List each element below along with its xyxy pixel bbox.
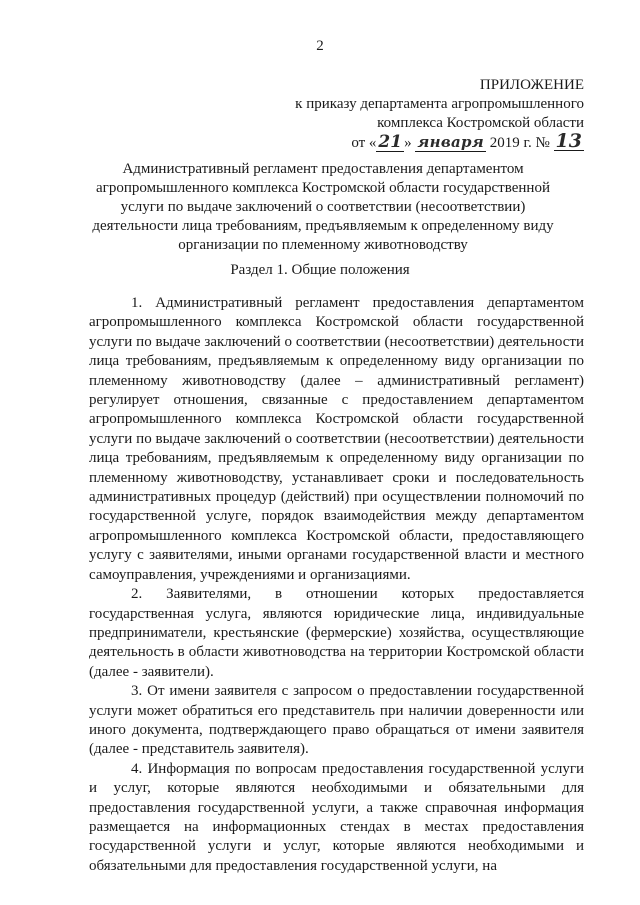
paragraph-2: 2. Заявителями, в отношении которых предоставляется государственная услуга, являются юридические лица, индивидуальные предприниматели, крестьянские (фермерские) хозяйства, осуществляющие деятельность в области животноводства на территории Костромской области (далее - заявители). xyxy=(89,586,584,680)
paragraph-3: 3. От имени заявителя с запросом о предоставлении государственной услуги может обратиться его представитель при наличии доверенности или иного документа, подтверждающего право обращаться от имени заявителя (далее - представитель заявителя). xyxy=(89,683,584,758)
document-title: Административный регламент предоставления департаментом агропромышленного комплекса Костромской области государственной услуги по выдаче заключений о соответствии (несоответствии) деятельности лица требованиям, предъявляемым к определенному виду организации по племенному животноводству xyxy=(92,161,554,253)
date-prefix: от « xyxy=(351,135,377,151)
date-quote-close: » xyxy=(404,135,412,151)
appendix-block xyxy=(254,76,584,153)
body-text xyxy=(89,294,584,876)
appendix-line-order: к приказу департамента агропромышленного xyxy=(295,96,584,112)
handwritten-day: 21 xyxy=(378,132,403,152)
appendix-date-line xyxy=(254,130,584,153)
date-year-number-label: 2019 г. № xyxy=(489,135,550,151)
appendix-title: ПРИЛОЖЕНИЕ xyxy=(479,77,584,93)
section-heading: Раздел 1. Общие положения xyxy=(230,262,410,278)
appendix-line-department: комплекса Костромской области xyxy=(377,115,584,131)
handwritten-order-number: 13 xyxy=(555,130,582,152)
paragraph-1: 1. Административный регламент предоставления департаментом агропромышленного комплекса Костромской области государственной услуги по выдаче заключений о соответствии (несоответствии) деятельности лица требованиям, предъявляемым к определенному виду организации по племенному животноводству (далее – административный регламент) регулирует отношения, связанные с предоставлением департаментом агропромышленного комплекса Костромской области государственной услуги по выдаче заключений о соответствии (несоответствии) деятельности лица требованиям, предъявляемым к определенному виду организации по племенному животноводству, устанавливает сроки и последовательность административных процедур (действий) при осуществлении полномочий по государственной услуге, порядок взаимодействия между департаментом агропромышленного комплекса Костромской области, предоставляющего услугу с заявителями, иными органами государственной власти и местного самоуправления, учреждениями и организациями. xyxy=(89,295,584,583)
handwritten-month: января xyxy=(417,133,485,151)
page-number: 2 xyxy=(316,38,324,54)
paragraph-4: 4. Информация по вопросам предоставления государственной услуги и услуг, которые являются необходимыми и обязательными для предоставления государственной услуги, а также справочная информация размещается на информационных стендах в местах предоставления государственной услуги и услуг, которые являются необходимыми и обязательными для предоставления государственной услуги, на xyxy=(89,760,584,874)
